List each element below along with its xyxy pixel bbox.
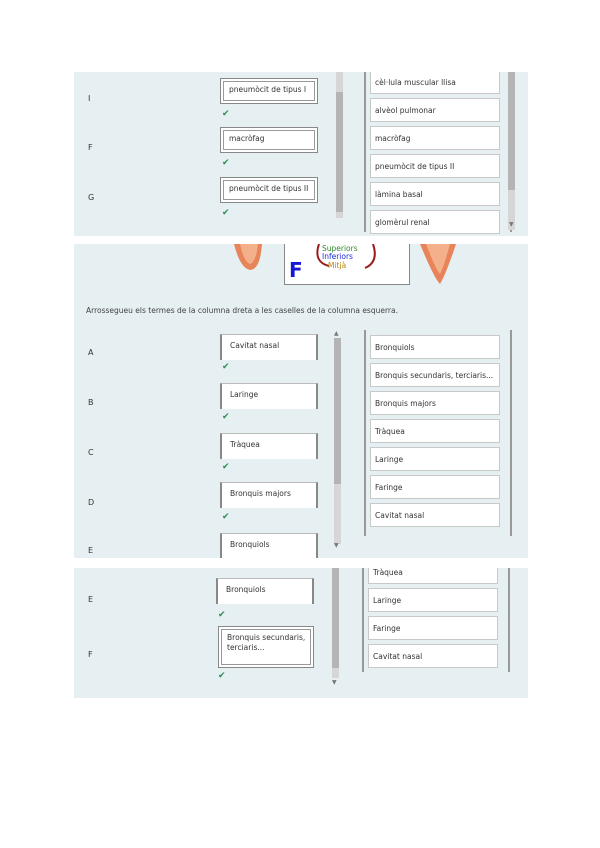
draggable-term[interactable]: Laringe	[370, 447, 500, 471]
answer-box[interactable]: macròfag	[220, 127, 318, 153]
terms-bank	[364, 72, 512, 232]
answers-scrollbar[interactable]	[332, 568, 339, 678]
figure-label-superiors: Superiors	[322, 244, 358, 253]
correct-check-icon: ✔	[222, 362, 230, 372]
draggable-term[interactable]: alvèol pulmonar	[370, 98, 500, 122]
scrollbar-thumb[interactable]	[336, 92, 343, 212]
matching-panel-3	[74, 568, 528, 698]
terms-bank	[362, 568, 510, 672]
row-letter: F	[88, 650, 93, 659]
lung-lobes-figure	[284, 244, 410, 285]
draggable-term[interactable]: Bronquiols	[370, 335, 500, 359]
draggable-term[interactable]: pneumòcit de tipus II	[370, 154, 500, 178]
matching-panel-2	[74, 244, 528, 558]
answer-box[interactable]: Cavitat nasal	[220, 334, 318, 360]
answers-scrollbar[interactable]	[336, 72, 343, 218]
correct-check-icon: ✔	[222, 512, 230, 522]
scroll-down-arrow-icon[interactable]: ▼	[334, 542, 339, 549]
correct-check-icon: ✔	[222, 158, 230, 168]
lung-illustration-right	[420, 244, 456, 284]
scroll-down-arrow-icon[interactable]: ▼	[332, 679, 337, 686]
matching-panel-1	[74, 72, 528, 236]
draggable-term[interactable]: glomèrul renal	[370, 210, 500, 234]
answer-box[interactable]: Bronquis majors	[220, 482, 318, 508]
correct-check-icon: ✔	[222, 208, 230, 218]
figure-letter: F	[289, 258, 303, 282]
scrollbar-thumb[interactable]	[334, 338, 341, 484]
correct-check-icon: ✔	[222, 462, 230, 472]
row-letter: C	[88, 448, 94, 457]
scroll-down-arrow-icon[interactable]: ▼	[509, 221, 514, 228]
bank-scrollbar[interactable]	[508, 72, 515, 230]
answer-box[interactable]: Laringe	[220, 383, 318, 409]
draggable-term[interactable]: Cavitat nasal	[368, 644, 498, 668]
answer-box[interactable]: pneumòcit de tipus I	[220, 78, 318, 104]
draggable-term[interactable]: cèl·lula muscular llisa	[370, 72, 500, 94]
row-letter: B	[88, 398, 94, 407]
draggable-term[interactable]: Faringe	[370, 475, 500, 499]
correct-check-icon: ✔	[222, 109, 230, 119]
scrollbar-thumb[interactable]	[508, 72, 515, 190]
answers-scrollbar[interactable]	[334, 338, 341, 544]
row-letter: G	[88, 193, 95, 202]
terms-bank	[364, 330, 512, 536]
scrollbar-thumb[interactable]	[332, 568, 339, 668]
figure-label-inferiors: Inferiors	[322, 252, 353, 261]
answer-box[interactable]: Bronquiols	[220, 533, 318, 558]
row-letter: I	[88, 94, 91, 103]
row-letter: F	[88, 143, 93, 152]
draggable-term[interactable]: Bronquis secundaris, terciaris...	[370, 363, 500, 387]
answer-box[interactable]: Bronquiols	[216, 578, 314, 604]
draggable-term[interactable]: Tràquea	[368, 568, 498, 584]
draggable-term[interactable]: macròfag	[370, 126, 500, 150]
scroll-up-arrow-icon[interactable]: ▲	[334, 330, 339, 337]
answer-box[interactable]: Bronquis secundaris, terciaris...	[218, 626, 314, 668]
correct-check-icon: ✔	[218, 671, 226, 681]
draggable-term[interactable]: Cavitat nasal	[370, 503, 500, 527]
correct-check-icon: ✔	[218, 610, 226, 620]
correct-check-icon: ✔	[222, 412, 230, 422]
draggable-term[interactable]: Tràquea	[370, 419, 500, 443]
draggable-term[interactable]: Bronquis majors	[370, 391, 500, 415]
row-letter: E	[88, 595, 94, 604]
draggable-term[interactable]: Laringe	[368, 588, 498, 612]
row-letter: D	[88, 498, 95, 507]
figure-label-mitja: Mitjà	[328, 261, 347, 270]
answer-box[interactable]: pneumòcit de tipus II	[220, 177, 318, 203]
row-letter: E	[88, 546, 94, 555]
draggable-term[interactable]: Faringe	[368, 616, 498, 640]
answer-box[interactable]: Tràquea	[220, 433, 318, 459]
draggable-term[interactable]: làmina basal	[370, 182, 500, 206]
lung-illustration-left	[232, 244, 262, 272]
instruction-text: Arrossegueu els termes de la columna dreta a les caselles de la columna esquerra.	[86, 306, 398, 315]
row-letter: A	[88, 348, 94, 357]
